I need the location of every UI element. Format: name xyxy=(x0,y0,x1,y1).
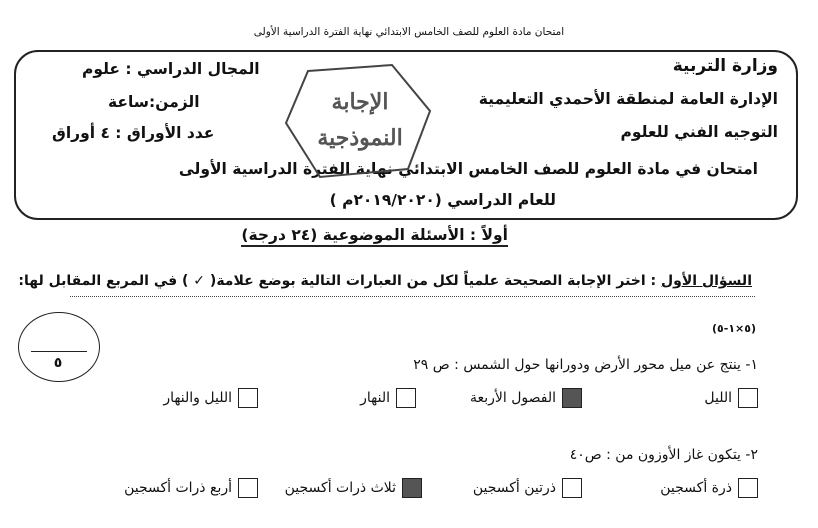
checked-checkbox[interactable] xyxy=(562,388,582,408)
time-label: الزمن:ساعة xyxy=(108,93,200,111)
supervision-label: التوجيه الفني للعلوم xyxy=(620,123,778,141)
item-2-number: ٢- xyxy=(745,447,758,463)
item-2-question: يتكون غاز الأوزون من : ص٤٠ xyxy=(569,447,741,463)
question-title xyxy=(18,273,752,289)
title-underline xyxy=(70,296,755,297)
option-label: الليل xyxy=(704,390,732,406)
item-2-option-3[interactable] xyxy=(285,478,422,498)
checkbox[interactable] xyxy=(562,478,582,498)
checkbox[interactable] xyxy=(238,388,258,408)
section-title: أولاً : الأسئلة الموضوعية (٢٤ درجة) xyxy=(241,226,508,247)
subject-label: المجال الدراسي : علوم xyxy=(82,60,260,78)
stamp-line-2: النموذجية xyxy=(317,125,403,151)
checkbox[interactable] xyxy=(238,478,258,498)
ministry-label: وزارة التربية xyxy=(672,56,778,76)
pages-label: عدد الأوراق : ٤ أوراق xyxy=(52,124,215,142)
item-1-option-3[interactable] xyxy=(360,388,416,408)
stamp-line-1: الإجابة xyxy=(331,89,389,115)
option-label: الفصول الأربعة xyxy=(469,390,556,406)
checkbox[interactable] xyxy=(396,388,416,408)
item-1-option-1[interactable] xyxy=(704,388,758,408)
page-header: امتحان مادة العلوم للصف الخامس الابتدائي نهاية الفترة الدراسية الأولى xyxy=(253,26,565,38)
checkbox[interactable] xyxy=(738,478,758,498)
item-2-option-2[interactable] xyxy=(473,478,582,498)
option-label: ذرة أكسجين xyxy=(660,480,732,496)
question-instruction: : اختر الإجابة الصحيحة علمياً لكل من العبارات التالية بوضع علامة( ✓ ) في المربع المقابل لها: xyxy=(18,273,662,289)
option-label: النهار xyxy=(360,390,390,406)
marks-note: (٥×١-٥) xyxy=(711,322,756,335)
option-label: ذرتين أكسجين xyxy=(472,480,556,496)
model-answer-stamp xyxy=(280,63,440,183)
grade-line xyxy=(31,351,87,352)
option-label: الليل والنهار xyxy=(163,390,232,406)
district-label: الإدارة العامة لمنطقة الأحمدي التعليمية xyxy=(478,90,778,108)
exam-title: امتحان في مادة العلوم للصف الخامس الابتدائي نهاية الفترة الدراسية الأولى xyxy=(178,160,758,178)
checkbox[interactable] xyxy=(738,388,758,408)
option-label: ثلاث ذرات أكسجين xyxy=(284,480,396,496)
item-2-option-1[interactable] xyxy=(660,478,758,498)
question-number-label: السؤال الأول xyxy=(661,273,752,289)
item-1-number: ١- xyxy=(745,357,758,373)
checked-checkbox[interactable] xyxy=(402,478,422,498)
grade-circle xyxy=(18,312,100,382)
item-2-option-4[interactable] xyxy=(124,478,258,498)
grade-value: ٥ xyxy=(53,355,63,371)
item-1-question: ينتج عن ميل محور الأرض ودورانها حول الشمس : ص ٢٩ xyxy=(413,357,741,373)
item-1-option-4[interactable] xyxy=(163,388,258,408)
academic-year: للعام الدراسي (٢٠١٩/٢٠٢٠م ) xyxy=(329,191,556,209)
item-1-text xyxy=(413,357,758,373)
item-2-text xyxy=(570,447,758,463)
item-1-option-2[interactable] xyxy=(470,388,582,408)
option-label: أربع ذرات أكسجين xyxy=(124,480,232,496)
